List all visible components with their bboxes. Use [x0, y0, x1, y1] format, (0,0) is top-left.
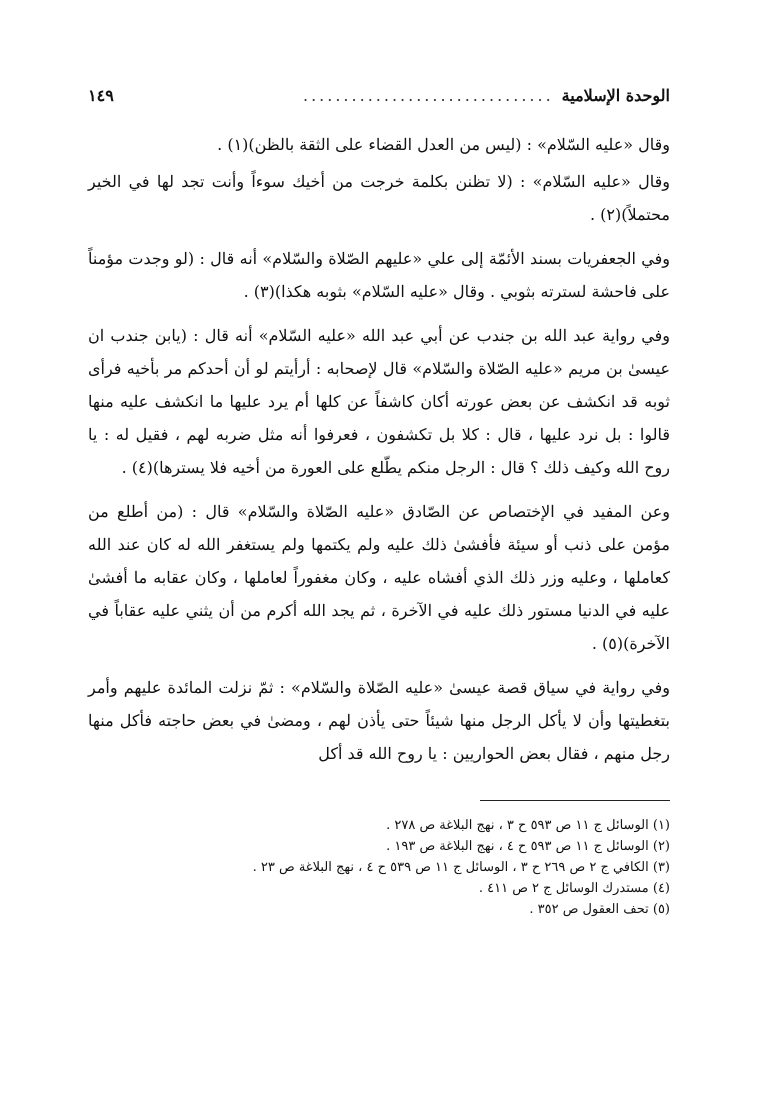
paragraph-6: وفي رواية في سياق قصة عيسىٰ «عليه الصّلاة والسّلام» : ثمّ نزلت المائدة عليهم وأمر بتغطيتها وأن لا يأكل الرجل منها شيئاً حتى يأذن لهم ، ومضىٰ في بعض حاجته فأكل منها رجل منهم ، فقال بعض الحواريين : يا روح الله قد أكل [88, 678, 670, 763]
paragraph-2: وقال «عليه السّلام» : (لا تظنن بكلمة خرجت من أخيك سوءاً وأنت تجد لها في الخير محتملاً)(٢) . [88, 172, 670, 224]
footnote-5: (٥) تحف العقول ص ٣٥٢ . [529, 902, 670, 917]
paragraph-1: وقال «عليه السّلام» : (ليس من العدل القضاء على الثقة بالظن)(١) . [217, 135, 670, 154]
main-text [88, 128, 670, 770]
footnote-4: (٤) مستدرك الوسائل ج ٢ ص ٤١١ . [478, 881, 670, 896]
chapter-title: الوحدة الإسلامية [561, 86, 670, 105]
footnote-2: (٢) الوسائل ج ١١ ص ٥٩٣ ح ٤ ، نهج البلاغة ص ١٩٣ . [386, 839, 670, 854]
running-header [88, 86, 670, 114]
footnotes [88, 815, 670, 920]
paragraph-4: وفي رواية عبد الله بن جندب عن أبي عبد الله «عليه السّلام» أنه قال : (يابن جندب ان عيسىٰ بن مريم «عليه الصّلاة والسّلام» قال لإصحابه : أرأيتم لو أن أحدكم مر بأخيه فرأى ثوبه قد انكشف عن بعض عورته أكان كاشفاً عن كلها أم يرد عليها ما انكشف عليه منها قالوا : بل نرد عليها ، قال : كلا بل تكشفون ، فعرفوا أنه مثل ضربه لهم ، فقيل له : يا روح الله وكيف ذلك ؟ قال : الرجل منكم يطّلع على العورة من أخيه فلا يسترها)(٤) . [88, 326, 671, 477]
book-page [88, 86, 670, 920]
paragraph-5: وعن المفيد في الإختصاص عن الصّادق «عليه الصّلاة والسّلام» قال : (من أطلع من مؤمن على ذنب أو سيئة فأفشىٰ ذلك عليه ولم يكتمها ولم يستغفر الله له كان عند الله كعاملها ، وعليه وزر ذلك الذي أفشاه عليه ، وكان مغفوراً لعاملها ، وكان عقابه ما أفشىٰ عليه في الدنيا مستور ذلك عليه في الآخرة ، ثم يجد الله أكرم من أن يثني عليه عقاباً في الآخرة)(٥) . [88, 502, 670, 653]
paragraph-3: وفي الجعفريات بسند الأئمّة إلى علي «عليهم الصّلاة والسّلام» أنه قال : (لو وجدت مؤمناً على فاحشة لسترته بثوبي . وقال «عليه السّلام» بثوبه هكذا)(٣) . [88, 249, 670, 301]
page-number: ١٤٩ [88, 86, 114, 105]
footnote-1: (١) الوسائل ج ١١ ص ٥٩٣ ح ٣ ، نهج البلاغة ص ٢٧٨ . [386, 818, 670, 833]
leader-dots: ............................... [303, 86, 554, 105]
footnote-separator [480, 800, 670, 801]
footnote-3: (٣) الكافي ج ٢ ص ٢٦٩ ح ٣ ، الوسائل ج ١١ ص ٥٣٩ ح ٤ ، نهج البلاغة ص ٢٣ . [252, 860, 670, 875]
